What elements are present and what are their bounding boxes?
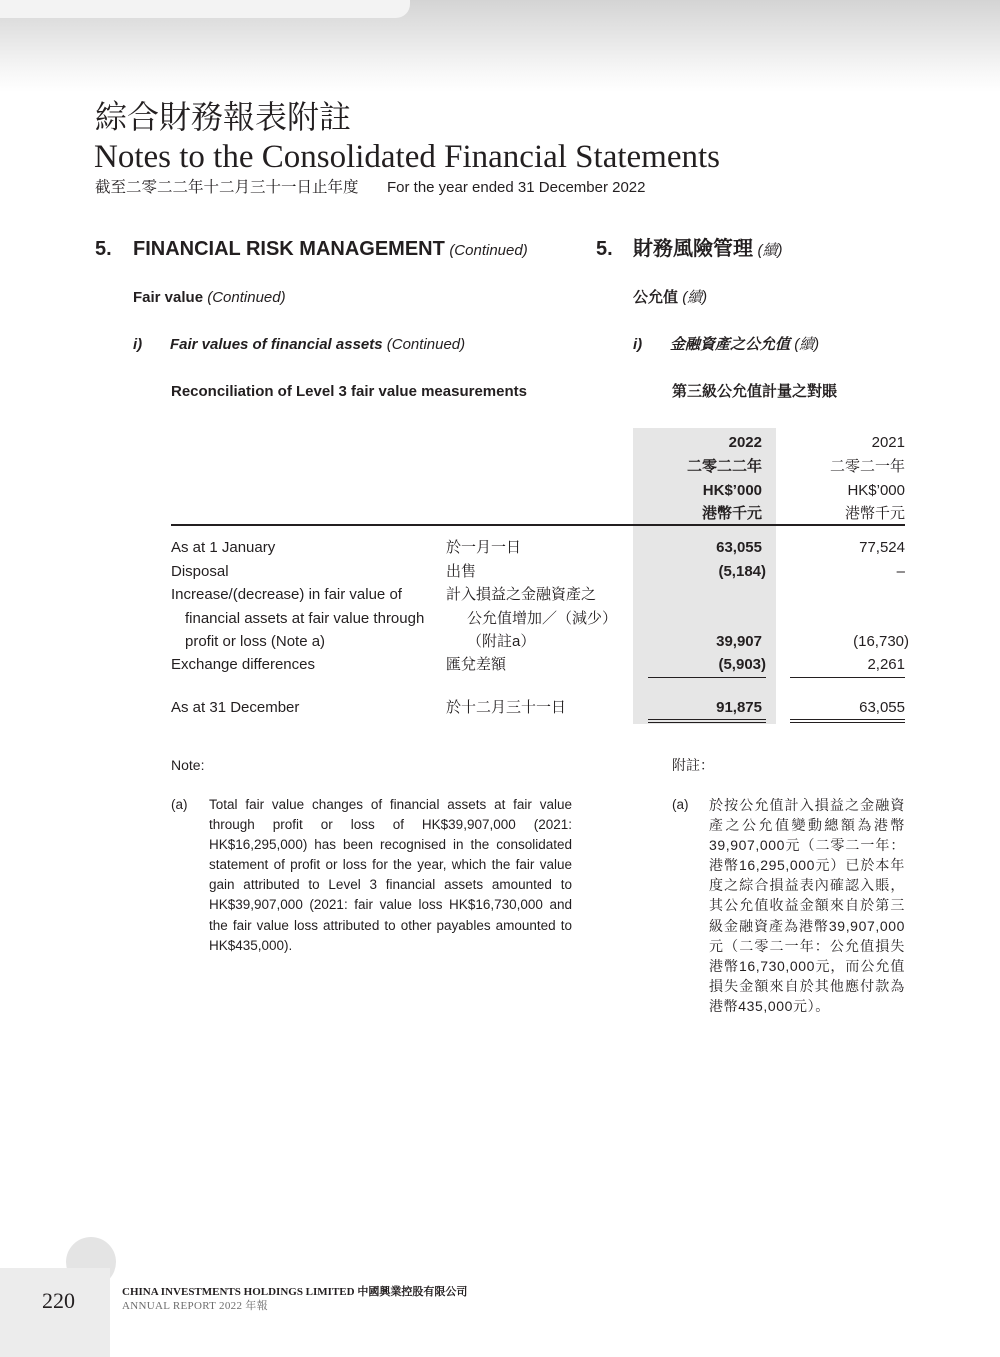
row-value-2021: 63,055 [859,699,905,716]
row-label-chinese: 出售 [446,563,477,580]
note-text-english: Total fair value changes of financial assets at fair value through profit or loss of HK$39,907,000 (2021: HK$16,295,000) has been recognised in the consolidated statement of profit or loss for the year, which the fair value gain attributed to Level 3 financial assets amounted to HK$39,907,000 (2021: fair value loss HK$16,730,000 and the fair value loss attributed to other payables amounted to HK$435,000). [209,797,572,953]
item-heading-english [170,335,465,355]
row-label-english: Exchange differences [171,656,315,673]
column-header-unit-2022: HK$’000 [702,482,762,499]
period-english: For the year ended 31 December 2022 [387,179,646,196]
row-value-2022: 91,875 [716,699,762,716]
table-header-rule [171,524,905,526]
column-header-unit-2021: HK$’000 [847,482,905,499]
subsection-heading-chinese [633,288,707,308]
section-number-chinese: 5. [596,238,613,260]
item-heading-chinese [670,335,819,355]
page-title-chinese: 綜合財務報表附註 [95,99,352,135]
column-header-year-2021: 2021 [871,434,905,451]
top-decoration-highlight [0,0,410,18]
item-title-chinese: 金融資產之公允值 [670,336,791,353]
subsection-continued-english: (Continued) [207,289,286,306]
row-value-2022: 63,055 [716,539,762,556]
subsection-continued-chinese: (續) [682,289,708,306]
subsection-title-chinese: 公允值 [633,289,679,306]
footer-report-name: ANNUAL REPORT 2022 年報 [122,1300,268,1312]
row-value-2022: 39,907 [716,633,762,650]
row-label-english: Increase/(decrease) in fair value of [171,586,402,603]
item-continued-chinese: (續) [794,336,820,353]
row-label-chinese-continued: 公允值增加／（減少） [467,610,618,627]
note-marker-english: (a) [171,797,188,812]
item-continued-english: (Continued) [386,336,466,353]
section-number-english: 5. [95,238,112,260]
row-value-2022: (5,903) [718,656,766,673]
note-heading-chinese: 附註： [672,757,714,773]
subtotal-underline-2021 [790,677,905,678]
reconciliation-title-chinese: 第三級公允值計量之對賬 [672,383,838,400]
section-continued-chinese: (續) [757,242,783,259]
page-title-english: Notes to the Consolidated Financial Statements [94,139,720,175]
column-header-year-zh-2021: 二零二一年 [829,458,905,475]
section-heading-english [133,236,528,264]
row-value-2021: 77,524 [859,539,905,556]
reconciliation-title-english: Reconciliation of Level 3 fair value measurements [171,383,527,400]
row-label-chinese: 匯兌差額 [446,656,507,673]
row-value-2021: 2,261 [867,656,905,673]
column-header-year-2022: 2022 [728,434,762,451]
section-continued-english: (Continued) [449,242,528,259]
row-label-english-continued: profit or loss (Note a) [185,633,326,650]
total-double-underline-2022 [648,719,766,723]
note-heading-english: Note: [171,757,205,773]
column-header-year-zh-2022: 二零二二年 [686,458,762,475]
row-label-english-continued: financial assets at fair value through [185,610,425,627]
column-header-unit-zh-2022: 港幣千元 [701,505,762,522]
note-marker-chinese: (a) [672,797,689,812]
row-value-2022: (5,184) [718,563,766,580]
column-header-unit-zh-2021: 港幣千元 [844,505,905,522]
page-number: 220 [42,1288,75,1313]
subtotal-underline-2022 [648,677,766,678]
subsection-heading-english [133,288,286,308]
row-value-2021: – [896,563,905,580]
row-label-chinese: 計入損益之金融資產之 [446,586,597,603]
section-title-chinese: 財務風險管理 [633,238,753,260]
row-label-chinese: 於十二月三十一日 [446,699,567,716]
row-label-english: Disposal [171,563,229,580]
item-marker-english: i) [133,336,143,353]
subsection-title-english: Fair value [133,289,204,306]
row-label-english: As at 1 January [171,539,276,556]
footer-company-name: CHINA INVESTMENTS HOLDINGS LIMITED 中國興業控股有限公司 [122,1286,468,1298]
total-double-underline-2021 [790,719,905,723]
item-marker-chinese: i) [633,336,643,353]
row-value-2021: (16,730) [853,633,909,650]
period-chinese: 截至二零二二年十二月三十一日止年度 [95,179,359,196]
section-heading-chinese [633,236,782,264]
row-label-chinese-continued: （附註a） [467,633,536,650]
row-label-english: As at 31 December [171,699,300,716]
note-text-chinese: 於按公允值計入損益之金融資產之公允值變動總額為港幣39,907,000元（二零二一年：港幣16,295,000元）已於本年度之綜合損益表內確認入賬，其公允值收益金額來自於第三級金融資產為港幣39,907,000元（二零二一年：公允值損失港幣16,730,000元，而公允值損失金額來自於其他應付款為港幣435,000元）。 [709,797,905,1014]
row-label-chinese: 於一月一日 [446,539,522,556]
section-title-english: FINANCIAL RISK MANAGEMENT [133,238,445,260]
item-title-english: Fair values of financial assets [170,336,383,353]
